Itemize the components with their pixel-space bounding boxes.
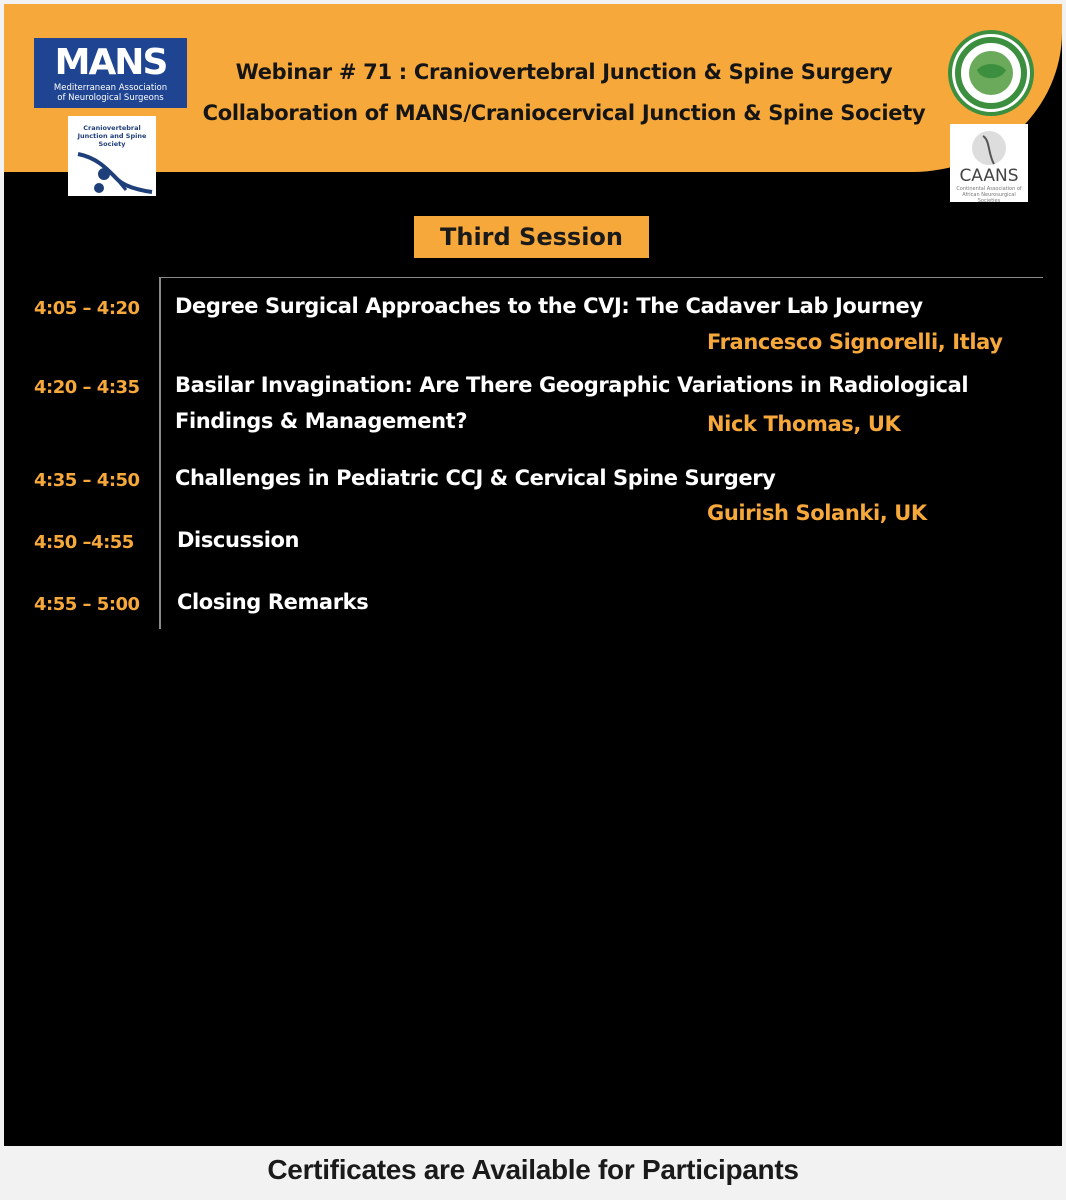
schedule-talk-3: Challenges in Pediatric CCJ & Cervical Spine Surgery (175, 466, 776, 490)
mans-logo-name: MANS (54, 42, 167, 83)
mans-logo-subtitle-1: Mediterranean Association (53, 83, 168, 93)
collaboration-subtitle: Collaboration of MANS/Craniocervical Junction & Spine Society (202, 101, 926, 125)
schedule-time-2: 4:20 – 4:35 (34, 377, 140, 398)
mans-logo-subtitle-2: of Neurological Surgeons (57, 93, 164, 103)
schedule-talk-5: Closing Remarks (177, 590, 369, 614)
caans-logo-name: CAANS (959, 166, 1019, 186)
schedule-time-5: 4:55 – 5:00 (34, 594, 140, 615)
schedule-talk-1: Degree Surgical Approaches to the CVJ: The Cadaver Lab Journey (175, 294, 923, 318)
caans-logo (950, 124, 1028, 202)
brain-silhouette-icon (950, 124, 1028, 170)
schedule-divider-horizontal (160, 277, 1043, 278)
ccj-society-logo (68, 116, 156, 196)
schedule-speaker-2: Nick Thomas, UK (707, 412, 901, 436)
schedule-divider-vertical (159, 277, 161, 629)
schedule-time-4: 4:50 –4:55 (34, 532, 134, 553)
arab-neurosurgical-society-seal-icon (948, 30, 1034, 116)
session-title: Third Session (414, 216, 649, 258)
certificates-footer: Certificates are Available for Participants (267, 1154, 799, 1185)
schedule-talk-2-line1: Basilar Invagination: Are There Geographic Variations in Radiological (175, 373, 969, 397)
schedule-speaker-3: Guirish Solanki, UK (707, 501, 927, 525)
webinar-title: Webinar # 71 : Craniovertebral Junction & Spine Surgery (235, 60, 893, 84)
schedule-time-1: 4:05 – 4:20 (34, 298, 140, 319)
webinar-poster (4, 4, 1062, 1146)
schedule-time-3: 4:35 – 4:50 (34, 470, 140, 491)
schedule-talk-4: Discussion (177, 528, 300, 552)
schedule-speaker-1: Francesco Signorelli, Itlay (707, 330, 1003, 354)
mans-logo (34, 38, 187, 108)
spine-icon (68, 148, 156, 196)
schedule-talk-2-line2: Findings & Management? (175, 409, 468, 433)
ccj-logo-caption: Craniovertebral Junction and Spine Society (77, 124, 147, 148)
caans-logo-caption: Continental Association of African Neurosurgical Societies (956, 186, 1022, 202)
